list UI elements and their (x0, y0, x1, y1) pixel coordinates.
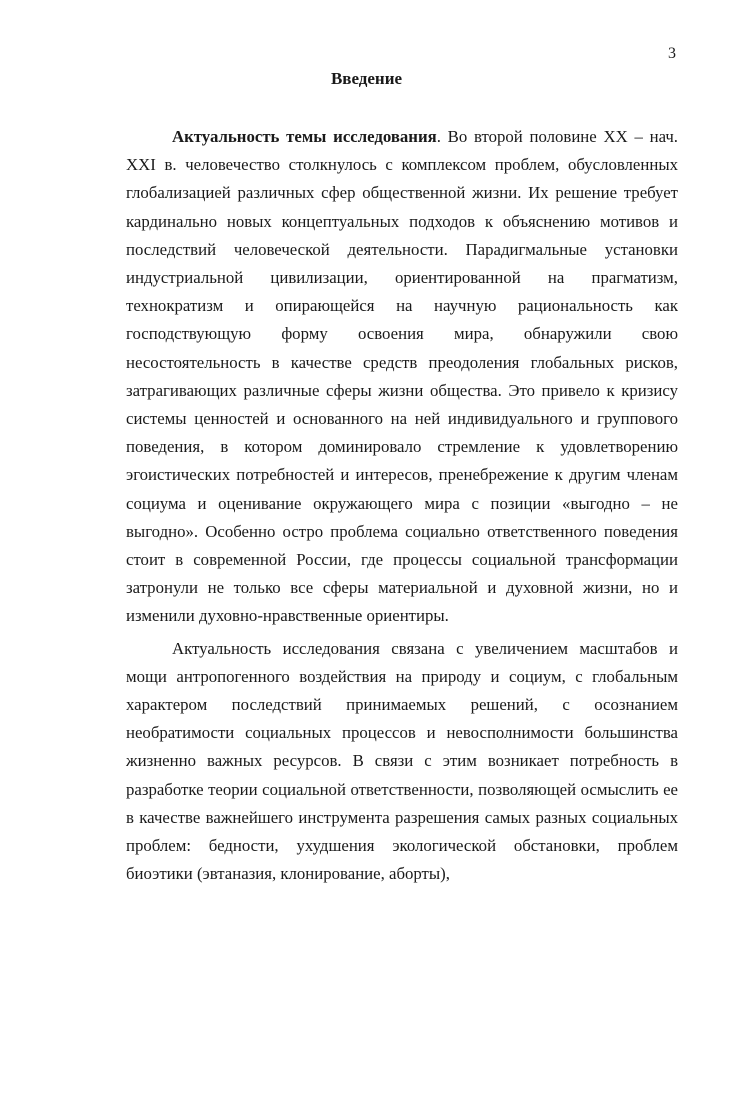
page-heading: Введение (330, 69, 403, 88)
paragraph-2-text: Актуальность исследования связана с увеличением масштабов и мощи антропогенного воздействия на природу и социум, с глобальным характером последствий принимаемых решений, с осознанием необратимости социальных процессов и невосполнимости большинства жизненно важных ресурсов. В связи с этим возникает потребность в разработке теории социальной ответственности, позволяющей осмыслить ее в качестве важнейшего инструмента разрешения самых разных социальных проблем: бедности, ухудшения экологической обстановки, проблем биоэтики (эвтаназия, клонирование, аборты), (126, 638, 678, 884)
paragraph-2 (126, 635, 678, 889)
paragraph-1 (126, 123, 678, 631)
body-text (126, 123, 678, 888)
paragraph-1-text: . Во второй половине XX – нач. XXI в. человечество столкнулось с комплексом проблем, обусловленных глобализацией различных сфер общественной жизни. Их решение требует кардинально новых концептуальных подходов к объяснению мотивов и последствий человеческой деятельности. Парадигмальные установки индустриальной цивилизации, ориентированной на прагматизм, технократизм и опирающейся на научную рациональность как господствующую форму освоения мира, обнаружили свою несостоятельность в качестве средств преодоления глобальных рисков, затрагивающих различные сферы жизни общества. Это привело к кризису системы ценностей и основанного на ней индивидуального и группового поведения, в котором доминировало стремление к удовлетворению эгоистических потребностей и интересов, пренебрежение к другим членам социума и оценивание окружающего мира с позиции «выгодно – не выгодно». Особенно остро проблема социально ответственного поведения стоит в современной России, где процессы социальной трансформации затронули не только все сферы материальной и духовной жизни, но и изменили духовно-нравственные ориентиры. (126, 127, 678, 626)
paragraph-1-lead: Актуальность темы исследования (172, 127, 437, 146)
page-number: 3 (668, 45, 676, 62)
